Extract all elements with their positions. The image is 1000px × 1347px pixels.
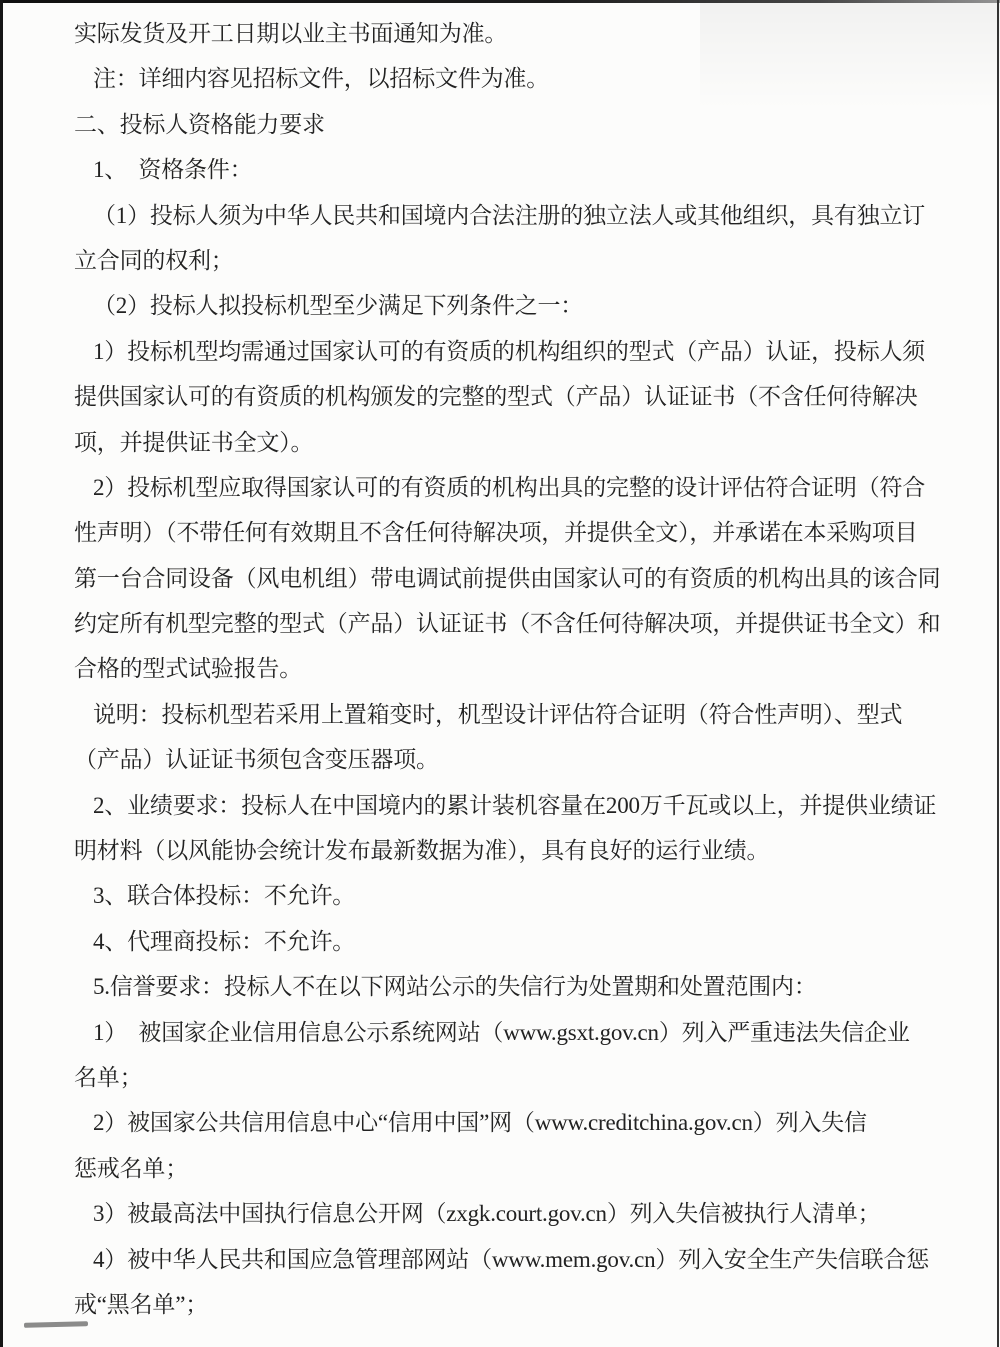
document-line: 立合同的权利； <box>74 247 234 273</box>
document-line: 提供国家认可的有资质的机构颁发的完整的型式（产品）认证证书（不含任何待解决 <box>74 384 918 410</box>
document-line: 4、代理商投标：不允许。 <box>93 928 356 954</box>
document-line: 约定所有机型完整的型式（产品）认证证书（不含任何待解决项，并提供证书全文）和 <box>74 611 941 637</box>
document-line: 3）被最高法中国执行信息公开网（zxgk.court.gov.cn）列入失信被执行人清单； <box>93 1201 881 1227</box>
document-line: 5.信誉要求：投标人不在以下网站公示的失信行为处置期和处置范围内： <box>93 974 817 1000</box>
document-line: （2）投标人拟投标机型至少满足下列条件之一： <box>93 293 584 319</box>
document-line: （1）投标人须为中华人民共和国境内合法注册的独立法人或其他组织，具有独立订 <box>93 202 926 228</box>
document-line: 惩戒名单； <box>74 1155 189 1181</box>
document-line: 项，并提供证书全文）。 <box>74 429 314 455</box>
document-line: 2、业绩要求：投标人在中国境内的累计装机容量在200万千瓦或以上，并提供业绩证 <box>93 792 937 818</box>
document-line: 合格的型式试验报告。 <box>74 656 303 682</box>
document-line: 说明：投标机型若采用上置箱变时，机型设计评估符合证明（符合性声明）、型式 <box>93 701 903 727</box>
document-text-body <box>74 11 940 1327</box>
document-line: （产品）认证证书须包含变压器项。 <box>74 747 439 773</box>
document-line: 名单； <box>74 1064 143 1090</box>
document-line: 注：详细内容见招标文件，以招标文件为准。 <box>93 66 550 92</box>
scan-edge-left <box>0 0 3 1347</box>
document-line: 性声明）（不带任何有效期且不含任何待解决项，并提供全文），并承诺在本采购项目 <box>74 520 918 546</box>
document-line: 二、投标人资格能力要求 <box>74 111 325 137</box>
document-line: 戒“黑名单”； <box>74 1291 209 1317</box>
document-line: 第一台合同设备（风电机组）带电调试前提供由国家认可的有资质的机构出具的该合同 <box>74 565 941 591</box>
document-line: 3、联合体投标：不允许。 <box>93 883 356 909</box>
document-line: 明材料（以风能协会统计发布最新数据为准），具有良好的运行业绩。 <box>74 838 770 864</box>
scan-edge-top <box>0 0 1000 3</box>
document-line: 1） 被国家企业信用信息公示系统网站（www.gsxt.gov.cn）列入严重违法失信企业 <box>93 1019 910 1045</box>
document-line: 2）被国家公共信用信息中心“信用中国”网（www.creditchina.gov.cn）列入失信 <box>93 1110 867 1136</box>
scan-edge-right <box>997 0 999 1347</box>
document-line: 4）被中华人民共和国应急管理部网站（www.mem.gov.cn）列入安全生产失信联合惩 <box>93 1246 929 1272</box>
document-line: 1、 资格条件： <box>93 157 253 183</box>
document-line: 2）投标机型应取得国家认可的有资质的机构出具的完整的设计评估符合证明（符合 <box>93 474 926 500</box>
document-line: 1）投标机型均需通过国家认可的有资质的机构组织的型式（产品）认证，投标人须 <box>93 338 926 364</box>
document-line: 实际发货及开工日期以业主书面通知为准。 <box>74 21 508 46</box>
